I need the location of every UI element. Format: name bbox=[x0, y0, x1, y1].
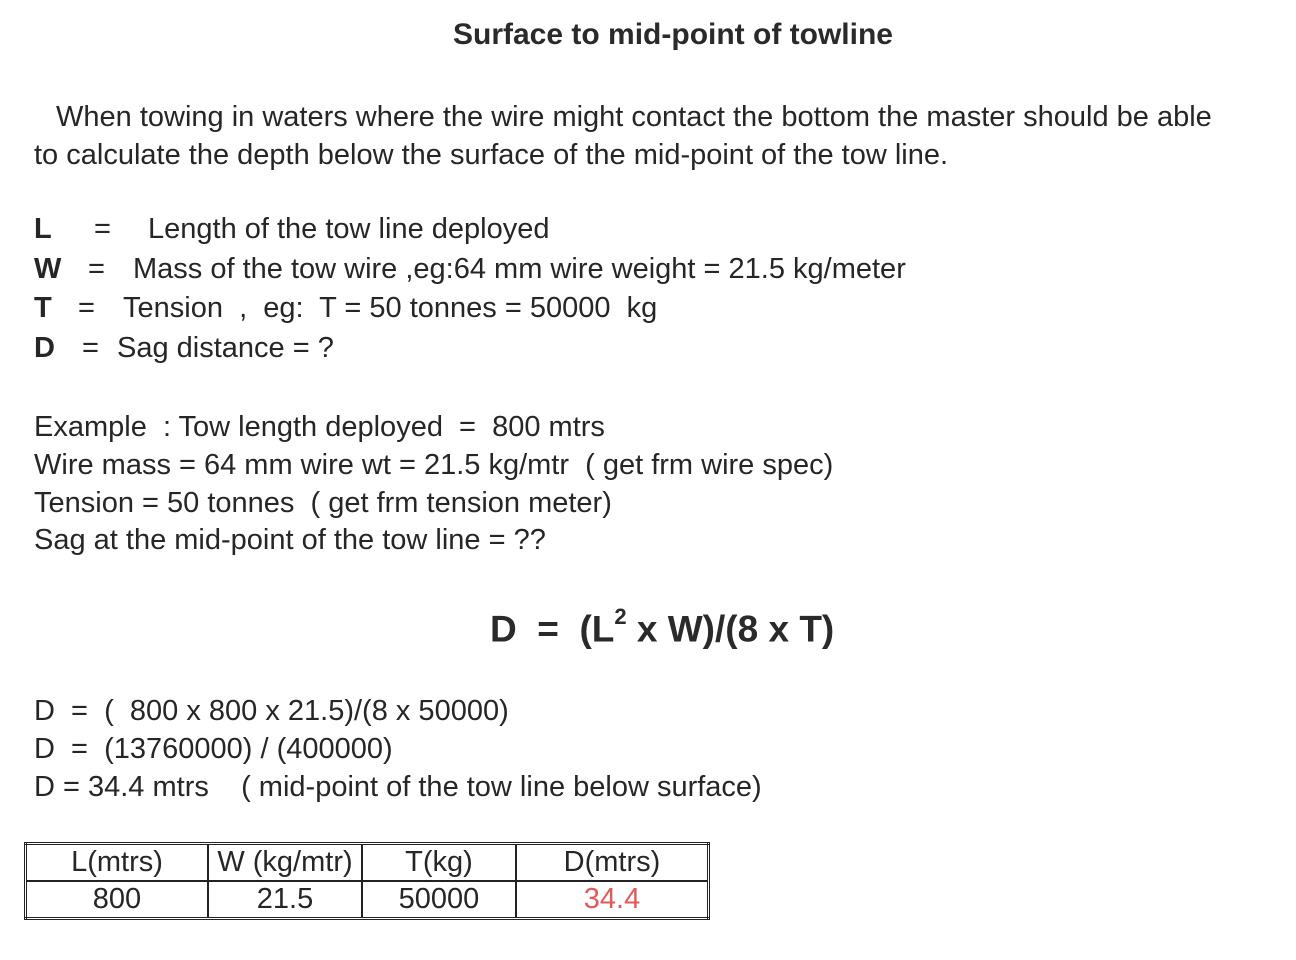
cell-tension: 50000 bbox=[362, 881, 516, 919]
header-cell-length: L(mtrs) bbox=[26, 844, 209, 882]
equals-sign: = bbox=[94, 213, 111, 245]
intro-line-2: to calculate the depth below the surface of the mid-point of the tow line. bbox=[34, 139, 949, 171]
symbol-d: D bbox=[34, 332, 55, 364]
definition-text-l: Length of the tow line deployed bbox=[148, 213, 550, 245]
definition-text-t: Tension , eg: T = 50 tonnes = 50000 kg bbox=[123, 292, 658, 324]
header-cell-depth: D(mtrs) bbox=[516, 844, 709, 882]
calculation-line: D = ( 800 x 800 x 21.5)/(8 x 50000) bbox=[34, 695, 509, 727]
symbol-l: L bbox=[34, 213, 52, 245]
calculation-line: D = (13760000) / (400000) bbox=[34, 733, 393, 765]
equals-sign: = bbox=[78, 292, 95, 324]
cell-depth-result: 34.4 bbox=[516, 881, 709, 919]
results-table bbox=[24, 842, 710, 920]
definition-text-w: Mass of the tow wire ,eg:64 mm wire weight = 21.5 kg/meter bbox=[133, 253, 906, 285]
page-title: Surface to mid-point of towline bbox=[453, 18, 893, 51]
calculation-line: D = 34.4 mtrs ( mid-point of the tow line below surface) bbox=[34, 771, 762, 803]
definition-text-d: Sag distance = ? bbox=[117, 332, 334, 364]
table-header-row bbox=[26, 844, 709, 882]
symbol-t: T bbox=[34, 292, 52, 324]
formula-left: D = (L bbox=[490, 608, 615, 650]
table-row bbox=[26, 881, 709, 919]
cell-weight: 21.5 bbox=[208, 881, 362, 919]
formula-right: x W)/(8 x T) bbox=[626, 608, 835, 650]
intro-line-1: When towing in waters where the wire might contact the bottom the master should be able bbox=[56, 101, 1212, 133]
equals-sign: = bbox=[82, 332, 99, 364]
equals-sign: = bbox=[88, 253, 105, 285]
example-line: Example : Tow length deployed = 800 mtrs bbox=[34, 411, 605, 443]
cell-length: 800 bbox=[26, 881, 209, 919]
example-line: Sag at the mid-point of the tow line = ?? bbox=[34, 524, 546, 556]
formula-exponent: 2 bbox=[614, 604, 627, 629]
example-line: Wire mass = 64 mm wire wt = 21.5 kg/mtr ( get frm wire spec) bbox=[34, 449, 834, 481]
symbol-w: W bbox=[34, 253, 62, 285]
header-cell-weight: W (kg/mtr) bbox=[208, 844, 362, 882]
sag-formula bbox=[490, 604, 835, 650]
example-line: Tension = 50 tonnes ( get frm tension meter) bbox=[34, 487, 612, 519]
header-cell-tension: T(kg) bbox=[362, 844, 516, 882]
